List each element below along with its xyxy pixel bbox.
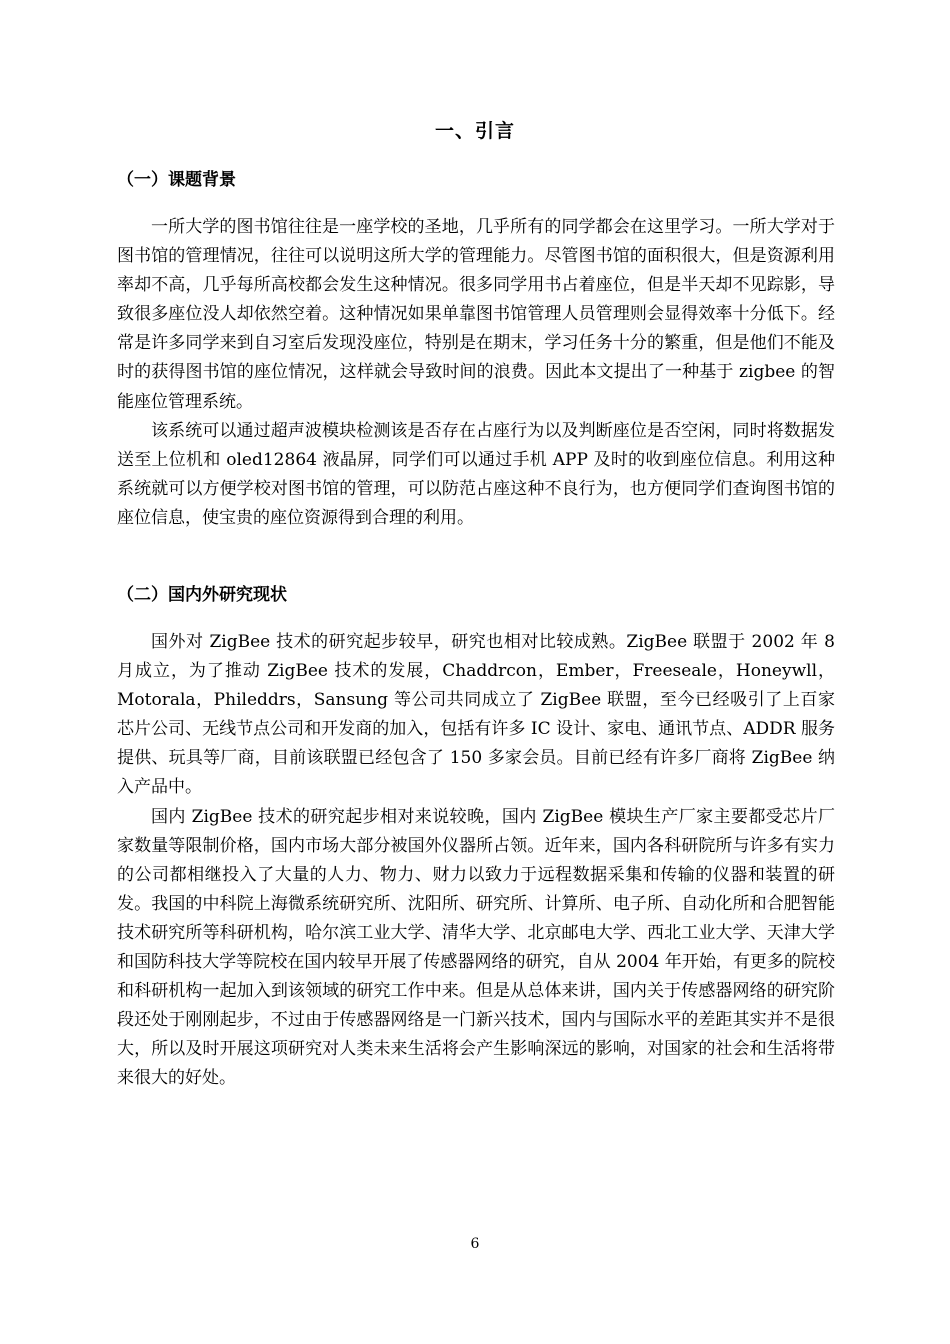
paragraph: 国内 ZigBee 技术的研究起步相对来说较晚，国内 ZigBee 模块生产厂家主要都受芯片厂家数量等限制价格，国内市场大部分被国外仪器所占领。近年来，国内各科研院所与许多有实力的公司都相继投入了大量的人力、物力、财力以致力于远程数据采集和传输的仪器和装置的研发。我国的中科院上海微系统研究所、沈阳所、研究所、计算所、电子所、自动化所和合肥智能技术研究所等科研机构，哈尔滨工业大学、清华大学、北京邮电大学、西北工业大学、天津大学和国防科技大学等院校在国内较早开展了传感器网络的研究，自从 2004 年开始，有更多的院校和科研机构一起加入到该领域的研究工作中来。但是从总体来讲，国内关于传感器网络的研究阶段还处于刚刚起步，不过由于传感器网络是一门新兴技术，国内与国际水平的差距其实并不是很大，所以及时开展这项研究对人类未来生活将会产生影响深远的影响，对国家的社会和生活将带来很大的好处。: [117, 806, 835, 1089]
page-number: 6: [470, 1236, 480, 1252]
paragraph: 国外对 ZigBee 技术的研究起步较早，研究也相对比较成熟。ZigBee 联盟于 2002 年 8 月成立，为了推动 ZigBee 技术的发展，Chaddrcon，Ember，Freeseale，Honeywll，Motorala，Phileddrs，Sansung 等公司共同成立了 ZigBee 联盟，至今已经吸引了上百家芯片公司、无线节点公司和开发商的加入，包括有许多 IC 设计、家电、通讯节点、ADDR 服务提供、玩具等厂商，目前该联盟已经包含了 150 多家会员。目前已经有许多厂商将 ZigBee 纳入产品中。: [117, 632, 835, 798]
section-background: [117, 165, 835, 533]
section-heading-research-status: （二）国内外研究现状: [117, 585, 287, 605]
paragraph: 一所大学的图书馆往往是一座学校的圣地，几乎所有的同学都会在这里学习。一所大学对于图书馆的管理情况，往往可以说明这所大学的管理能力。尽管图书馆的面积很大，但是资源利用率却不高，几乎每所高校都会发生这种情况。很多同学用书占着座位，但是半天却不见踪影，导致很多座位没人却依然空着。这种情况如果单靠图书馆管理人员管理则会显得效率十分低下。经常是许多同学来到自习室后发现没座位，特别是在期末，学习任务十分的繁重，但是他们不能及时的获得图书馆的座位情况，这样就会导致时间的浪费。因此本文提出了一种基于 zigbee 的智能座位管理系统。: [117, 217, 835, 412]
section-body-research-status: [117, 628, 835, 1094]
section-heading-background: （一）课题背景: [117, 170, 236, 190]
section-research-status: [117, 580, 835, 1094]
paragraph: 该系统可以通过超声波模块检测该是否存在占座行为以及判断座位是否空闲，同时将数据发送至上位机和 oled12864 液晶屏，同学们可以通过手机 APP 及时的收到座位信息。利用这种系统就可以方便学校对图书馆的管理，可以防范占座这种不良行为，也方便同学们查询图书馆的座位信息，使宝贵的座位资源得到合理的利用。: [117, 420, 835, 528]
chapter-title: 一、引言: [434, 120, 515, 142]
section-body-background: [117, 213, 835, 533]
